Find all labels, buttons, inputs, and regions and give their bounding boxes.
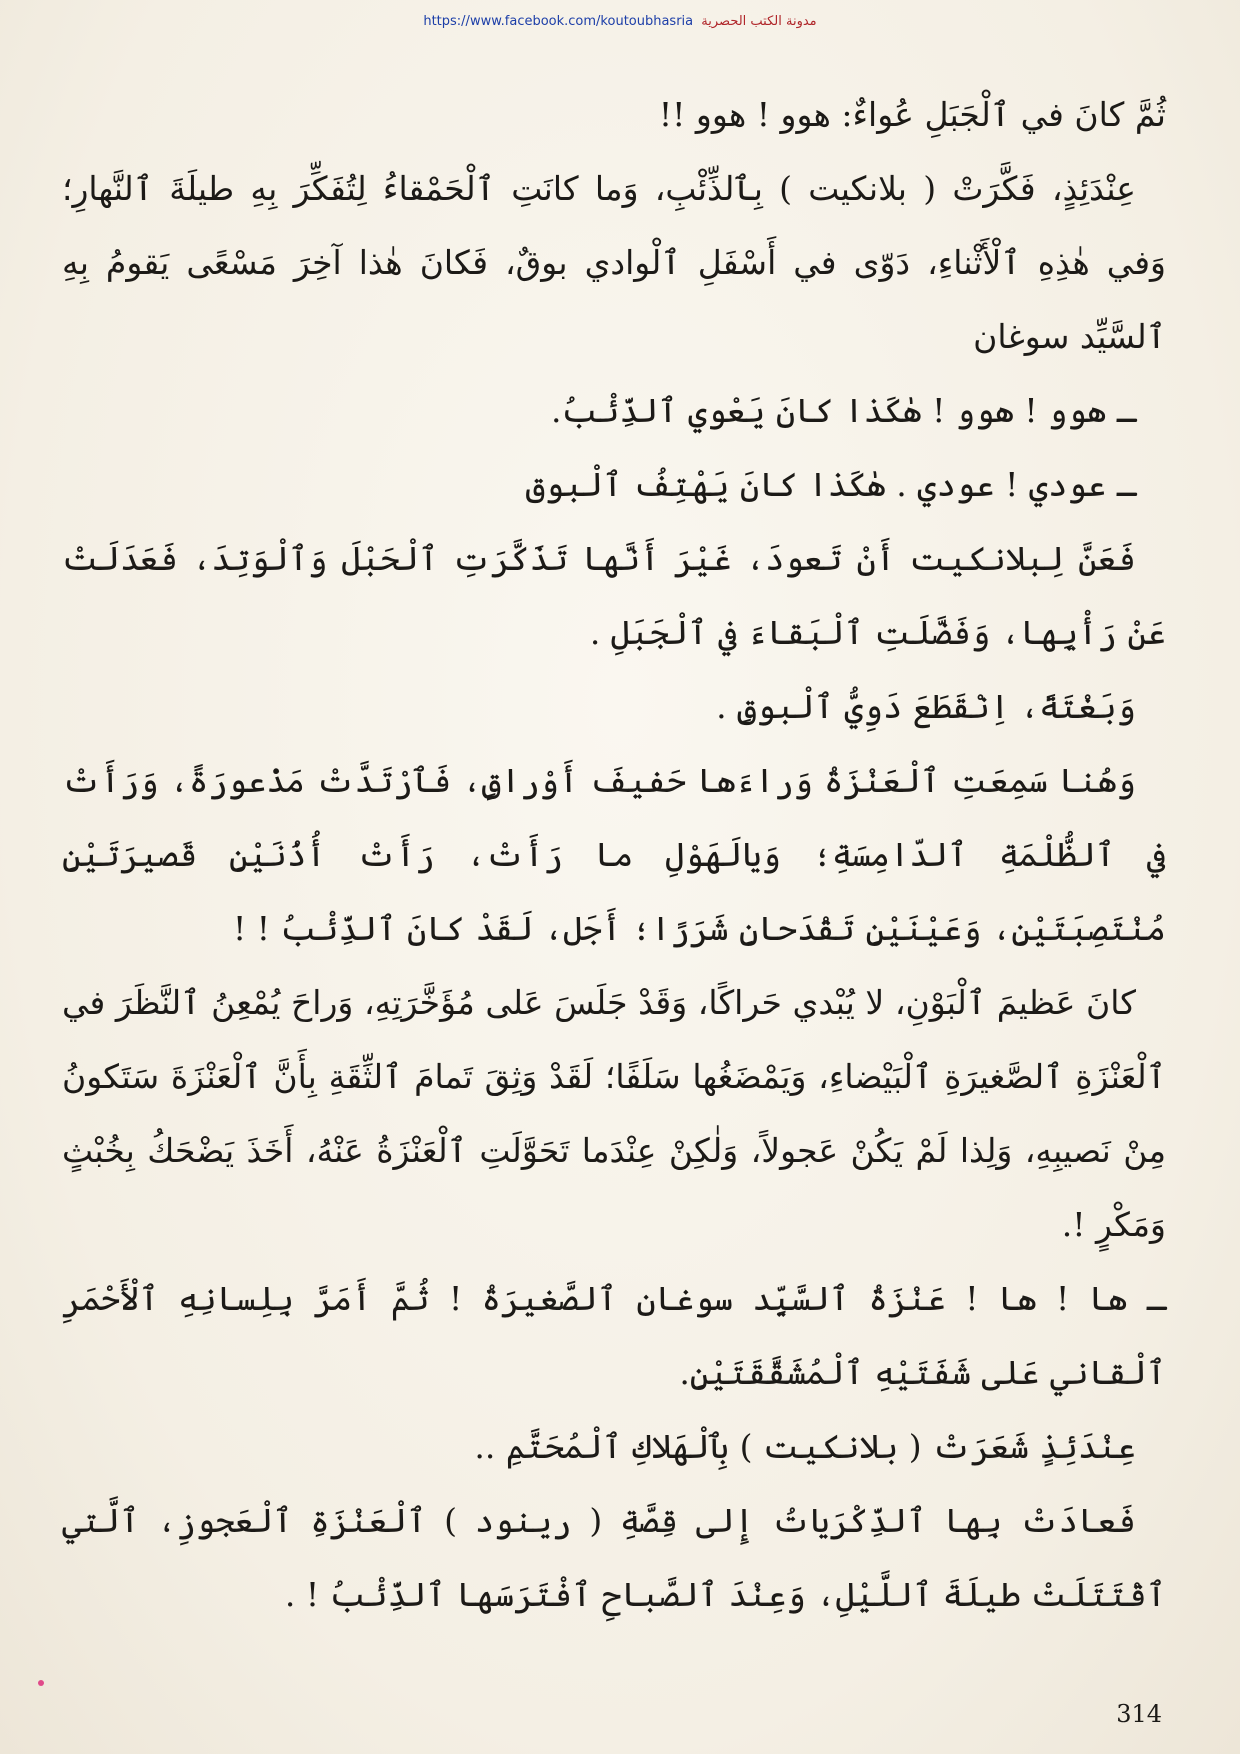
paragraph: عِنْدَئِذٍ شَعَرَتْ ( بلانكيت ) بِٱلْهَلاكِ ٱلْمُحَتَّمِ .. xyxy=(474,1427,1136,1466)
paragraph: فَعادَتْ بِها ٱلذِّكْرَياتُ إِلى قِصَّةِ ( رينود ) ٱلْعَنْزَةِ ٱلْعَجوزِ، ٱلَّتي ٱقْتَتَلَتْ طيلَةَ ٱللَّيْلِ، وَعِنْدَ ٱلصَّباحِ ٱفْتَرَسَها ٱلذِّئْبُ ! . xyxy=(62,1501,1166,1614)
story-body xyxy=(62,78,1166,1632)
paragraph: فَعَنَّ لِبلانكيت أَنْ تَعودَ، غَيْرَ أَنَّها تَذَكَّرَتِ ٱلْحَبْلَ وَٱلْوَتِدَ، فَعَدَلَتْ عَنْ رَأْيِها، وَفَضَّلَتِ ٱلْبَقاءَ في ٱلْجَبَلِ . xyxy=(62,539,1166,652)
dialog-line: ـ ها ! ها ! عَنْزَةُ ٱلسَّيِّد سوغان ٱلصَّغيرَةُ ! ثُمَّ أَمَرَّ بِلِسانِهِ ٱلْأَحْمَرِ ٱلْقاني عَلى شَفَتَيْهِ ٱلْمُشَقَّقَتَيْنِ. xyxy=(62,1279,1166,1392)
header-blog-name: مدونة الكتب الحصرية xyxy=(701,14,817,29)
paragraph: وَبَغْتَةً، اِنْقَطَعَ دَوِيُّ ٱلْبوقِ . xyxy=(716,687,1136,726)
dialog-line: ـ هوو ! هوو ! هٰكَذا كانَ يَعْوي ٱلذِّئْبُ. xyxy=(551,391,1136,430)
paragraph: عِنْدَئِذٍ، فَكَّرَتْ ( بلانكيت ) بِٱلذِّئْبِ، وَما كانَتِ ٱلْحَمْقاءُ لِتُفَكِّرَ بِهِ طيلَةَ ٱلنَّهارِ؛ وَفي هٰذِهِ ٱلْأَثْناءِ، دَوّى في أَسْفَلِ ٱلْوادي بوقٌ، فَكانَ هٰذا آخِرَ مَسْعًى يَقومُ بِهِ ٱلسَّيِّد سوغان xyxy=(62,169,1166,356)
header-url[interactable]: https://www.facebook.com/koutoubhasria xyxy=(423,14,694,29)
paragraph: كانَ عَظيمَ ٱلْبَوْنِ، لا يُبْدي حَراكًا، وَقَدْ جَلَسَ عَلى مُؤَخَّرَتِهِ، وَراحَ يُمْعِنُ ٱلنَّظَرَ في ٱلْعَنْزَةِ ٱلصَّغيرَةِ ٱلْبَيْضاءِ، وَيَمْضَغُها سَلَفًا؛ لَقَدْ وَثِقَ تَمامَ ٱلثِّقَةِ بِأَنَّ ٱلْعَنْزَةَ سَتَكونُ مِنْ نَصيبِهِ، وَلِذا لَمْ يَكُنْ عَجولاً، وَلٰكِنْ عِنْدَما تَحَوَّلَتِ ٱلْعَنْزَةُ عَنْهُ، أَخَذَ يَضْحَكُ بِخُبْثٍ وَمَكْرٍ !. xyxy=(62,983,1167,1244)
page-number: 314 xyxy=(1116,1700,1162,1728)
ink-speck xyxy=(38,1680,44,1686)
paragraph: ثُمَّ كانَ في ٱلْجَبَلِ عُواءٌ: هوو ! هوو !! xyxy=(658,95,1166,134)
dialog-line: ـ عودي ! عودي . هٰكَذا كانَ يَهْتِفُ ٱلْبوق xyxy=(525,465,1136,504)
header-watermark-link[interactable] xyxy=(0,14,1240,29)
paragraph: وَهُنا سَمِعَتِ ٱلْعَنْزَةُ وَراءَها حَفيفَ أَوْراقٍ، فَٱرْتَدَّتْ مَذْعورَةً، وَرَأَتْ في ٱلظُّلْمَةِ ٱلدّامِسَةِ؛ وَيالَهَوْلِ ما رَأَتْ، رَأَتْ أُذُنَيْنِ قَصيرَتَيْنِ مُنْتَصِبَتَيْنِ، وَعَيْنَيْنِ تَقْدَحانِ شَرَرًا؛ أَجَل، لَقَدْ كانَ ٱلذِّئْبُ ! ! xyxy=(62,761,1166,948)
